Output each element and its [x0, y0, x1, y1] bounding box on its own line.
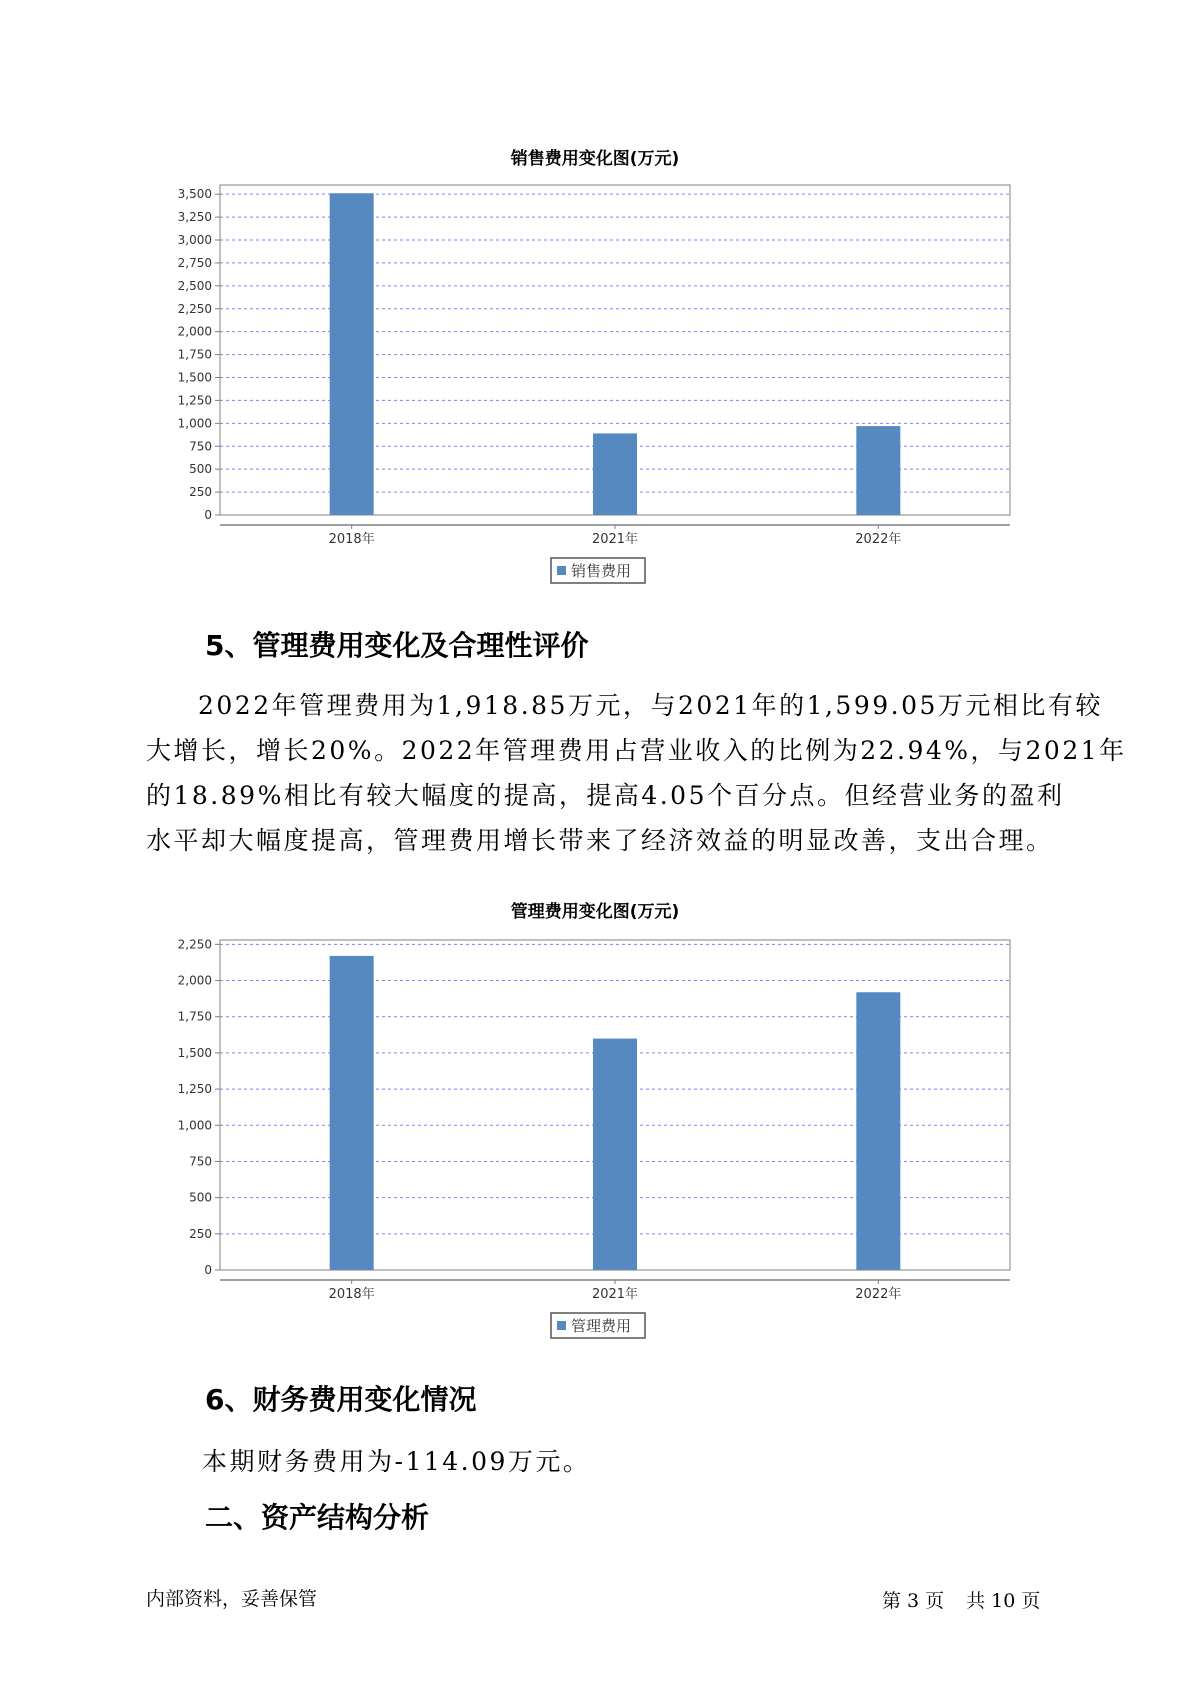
bar	[330, 956, 374, 1270]
y-tick-label: 3,250	[177, 210, 212, 225]
y-tick-label: 250	[189, 485, 212, 500]
x-tick-label: 2018年	[328, 532, 375, 547]
section5-paragraph	[146, 683, 1127, 863]
admin-expense-chart	[0, 925, 1191, 1345]
x-tick-label: 2021年	[591, 532, 639, 547]
bar	[593, 433, 637, 515]
y-tick-label: 3,000	[177, 233, 212, 247]
y-tick-label: 250	[189, 1226, 212, 1241]
y-tick-label: 1,500	[177, 370, 212, 385]
footer-page-indicator	[882, 1586, 1046, 1613]
y-tick-label: 500	[189, 462, 212, 477]
bar	[593, 1039, 637, 1270]
legend-label: 销售费用	[571, 562, 632, 580]
x-tick-label: 2021年	[591, 1287, 639, 1302]
y-tick-label: 1,750	[177, 347, 212, 362]
section5-heading: 5、管理费用变化及合理性评价	[205, 629, 589, 662]
chart2-title: 管理费用变化图(万元)	[510, 902, 680, 922]
y-tick-label: 3,500	[177, 187, 212, 202]
section-two-heading: 二、资产结构分析	[205, 1501, 430, 1534]
page-prefix: 第	[882, 1590, 902, 1612]
y-tick-label: 750	[189, 1154, 212, 1169]
y-tick-label: 2,500	[177, 278, 212, 293]
paragraph-line: 的18.89%相比有较大幅度的提高，提高4.05个百分点。但经营业务的盈利	[146, 781, 1065, 810]
bar	[330, 193, 374, 515]
y-tick-label: 750	[189, 439, 212, 454]
x-tick-label: 2018年	[328, 1287, 375, 1302]
legend-swatch	[557, 566, 566, 575]
legend-label: 管理费用	[571, 1317, 632, 1335]
y-tick-label: 0	[204, 508, 212, 522]
y-tick-label: 1,750	[177, 1009, 212, 1024]
y-tick-label: 1,250	[177, 1082, 212, 1097]
total-suffix: 页	[1021, 1590, 1041, 1612]
paragraph-line: 2022年管理费用为1,918.85万元，与2021年的1,599.05万元相比有较	[198, 691, 1103, 720]
y-tick-label: 2,000	[177, 324, 212, 339]
sales-expense-chart	[0, 170, 1191, 590]
bar	[856, 992, 900, 1270]
y-tick-label: 1,000	[177, 416, 212, 431]
x-tick-label: 2022年	[855, 532, 902, 547]
x-tick-label: 2022年	[855, 1287, 902, 1302]
bar	[856, 426, 900, 515]
footer-confidential-note: 内部资料，妥善保管	[146, 1588, 318, 1610]
total-pages: 10	[991, 1590, 1016, 1612]
total-prefix: 共	[966, 1590, 986, 1612]
y-tick-label: 2,250	[177, 937, 212, 952]
page-number: 3	[907, 1590, 920, 1612]
paragraph-line: 大增长，增长20%。2022年管理费用占营业收入的比例为22.94%，与2021年	[146, 736, 1127, 765]
chart1-title: 销售费用变化图(万元)	[510, 149, 680, 169]
y-tick-label: 2,000	[177, 973, 212, 988]
section6-text: 本期财务费用为-114.09万元。	[202, 1447, 591, 1476]
y-tick-label: 500	[189, 1190, 212, 1205]
section6-heading: 6、财务费用变化情况	[205, 1383, 477, 1416]
y-tick-label: 2,250	[177, 301, 212, 316]
y-tick-label: 1,000	[177, 1118, 212, 1133]
legend-swatch	[557, 1321, 566, 1330]
y-tick-label: 2,750	[177, 255, 212, 270]
page-suffix: 页	[925, 1590, 945, 1612]
y-tick-label: 0	[204, 1263, 212, 1277]
y-tick-label: 1,500	[177, 1045, 212, 1060]
paragraph-line: 水平却大幅度提高，管理费用增长带来了经济效益的明显改善，支出合理。	[146, 826, 1054, 855]
y-tick-label: 1,250	[177, 393, 212, 408]
